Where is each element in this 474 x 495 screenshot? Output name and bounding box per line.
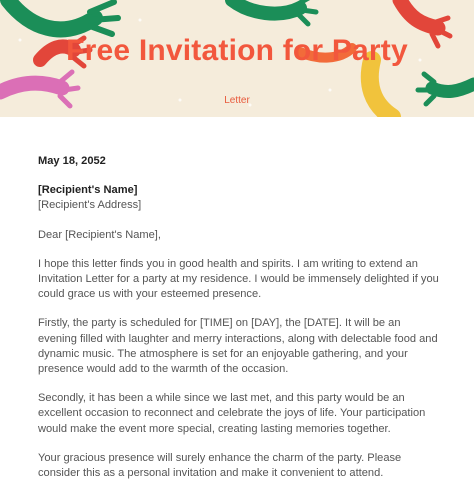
recipient-name: [Recipient's Name] — [38, 184, 138, 197]
paragraph-3: Secondly, it has been a while since we last met, and this party would be an excellent occasion to reconnect and celebrate the joys of life. Your participation would make the event more special, creating lasting memories together. — [38, 392, 426, 435]
paragraph-1: I hope this letter finds you in good health and spirits. I am writing to extend an Invitation Letter for a party at my residence. I would be immensely delighted if you could grace us with your esteemed presence. — [38, 257, 439, 301]
paragraph-4: Your gracious presence will surely enhance the charm of the party. Please consider this as a personal invitation and make it convenient to attend. — [38, 451, 402, 480]
recipient-address: [Recipient's Address] — [38, 199, 142, 212]
salutation: Dear [Recipient's Name], — [38, 228, 161, 241]
header-banner — [0, 0, 474, 117]
paragraph-2: Firstly, the party is scheduled for [TIME] on [DAY], the [DATE]. It will be an evening filled with laughter and merry interactions, along with delectable food and dynamic music. The atmosphere is set for an enjoyable gathering, and your presence would add to the warmth of the occasion. — [38, 317, 438, 376]
page-title: Free Invitation for Party — [66, 34, 408, 67]
letter-date: May 18, 2052 — [38, 155, 106, 167]
letter-body — [38, 140, 442, 495]
page-subtitle: Letter — [224, 95, 250, 106]
